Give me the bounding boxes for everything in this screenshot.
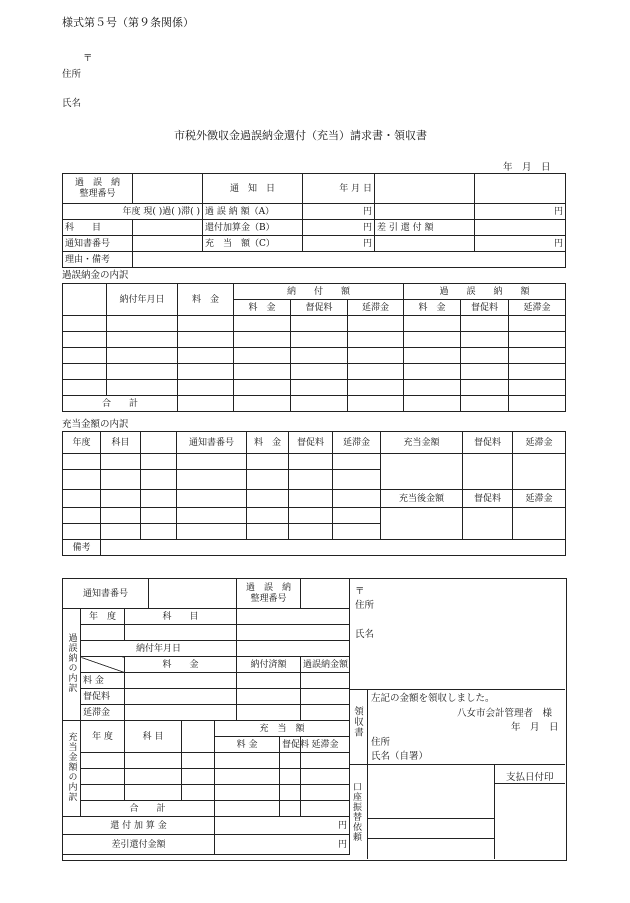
blank-cell xyxy=(375,174,475,204)
nofu-gaku-header: 納 付 額 xyxy=(234,284,404,300)
nofu-date-header: 納付年月日 xyxy=(107,284,178,316)
sashihiki-label: 差引還付金額 xyxy=(63,835,215,855)
tsuchisho-value xyxy=(149,579,237,609)
address-label: 住所 xyxy=(62,69,82,80)
sashihiki-value xyxy=(475,220,566,236)
blank-cell xyxy=(475,174,566,204)
yen-unit: 円 xyxy=(475,236,566,252)
divider xyxy=(367,838,494,839)
sashihiki-label: 差 引 還 付 額 xyxy=(375,220,475,236)
seiri-value xyxy=(301,579,350,609)
ryokin-header: 料 金 xyxy=(247,432,289,454)
kamoku-label: 科 目 xyxy=(125,609,237,625)
seiri-value xyxy=(133,174,203,204)
juto-kingaku-header: 充当金額 xyxy=(381,432,463,454)
kagonou-seiri-label: 過 誤 納 整理番号 xyxy=(237,579,301,609)
nofu-zumi-label: 納付済額 xyxy=(237,657,301,673)
kagonou-vertical: 過誤納の内訳 xyxy=(63,609,81,721)
postal-mark-2: 〒 xyxy=(355,586,365,597)
juto-go-header: 充当後金額 xyxy=(381,490,463,508)
receipt-left-table xyxy=(62,578,350,855)
address-label-3: 住所 xyxy=(371,737,391,748)
header-date: 年 月 日 xyxy=(503,162,551,173)
shiharai-label: 支払日付印 xyxy=(506,772,554,783)
breakdown-title: 過誤納金の内訳 xyxy=(62,270,129,281)
kagonou-label: 過 誤 納 整理番号 xyxy=(63,174,133,204)
juto-gaku-label: 充 当 額 xyxy=(215,721,350,737)
tsuchi-bi-label: 通 知 日 xyxy=(203,174,303,204)
tsuchi-bi-value: 年 月 日 xyxy=(303,174,375,204)
receipt-total-label: 合 計 xyxy=(81,801,215,817)
tsuchisho-label: 通知書番号 xyxy=(63,579,149,609)
kamoku-value xyxy=(133,220,203,236)
nendo-label: 年度 現( )過( )滞( ) xyxy=(63,204,203,220)
ryokin-subheader: 料 金 xyxy=(404,300,461,316)
tsuchisho-label: 通知書番号 xyxy=(63,236,133,252)
diagonal-cell xyxy=(81,657,125,673)
nendo-label: 年 度 xyxy=(81,609,125,625)
kamoku-label: 科 目 xyxy=(63,220,133,236)
breakdown-table xyxy=(62,283,566,412)
juto-table xyxy=(62,431,566,556)
koza-label: 口座振替依頼 xyxy=(351,782,361,842)
kagonou-gaku-header: 過 誤 納 額 xyxy=(404,284,566,300)
blank-cell xyxy=(63,284,107,316)
yen-unit: 円 xyxy=(215,835,350,855)
form-number: 様式第５号（第９条関係） xyxy=(62,16,194,29)
tokusoku-row-label: 督促料 xyxy=(81,689,125,705)
kanpu-kasan-label: 還付加算金（B） xyxy=(203,220,303,236)
ryokin2-label: 料 金 xyxy=(215,737,280,753)
ryoshusho-label: 領収書 xyxy=(352,706,363,738)
yen-unit: 円 xyxy=(303,204,375,220)
summary-table xyxy=(62,173,566,268)
postal-mark: 〒 xyxy=(83,53,93,64)
kamoku2-label: 科 目 xyxy=(125,721,182,753)
yen-unit: 円 xyxy=(303,236,375,252)
tokusoku-header: 督促料 xyxy=(463,432,513,454)
entai-row-label: 延滞金 xyxy=(81,705,125,721)
blank-cell xyxy=(375,236,475,252)
ryokin-header: 料 金 xyxy=(178,284,234,316)
kanpu-kasan-label: 還 付 加 算 金 xyxy=(63,817,215,835)
entai-header: 延滞金 xyxy=(333,432,381,454)
juto-gaku-label: 充 当 額（C） xyxy=(203,236,303,252)
total-label: 合 計 xyxy=(63,396,178,412)
entai-subheader: 延滞金 xyxy=(348,300,404,316)
entai-subheader: 延滞金 xyxy=(509,300,566,316)
signature-label: 氏名（自署） xyxy=(371,751,429,762)
ryokin-subheader: 料 金 xyxy=(234,300,291,316)
tokusoku-subheader: 督促料 xyxy=(461,300,509,316)
payee-text: 八女市会計管理者 様 xyxy=(457,708,553,719)
nendo-header: 年度 xyxy=(63,432,101,454)
entai-header: 延滞金 xyxy=(513,432,566,454)
tokusoku-label: 督促料 xyxy=(280,737,301,753)
ryokin-row-label: 料 金 xyxy=(81,673,125,689)
tsuchisho-header: 通知書番号 xyxy=(177,432,247,454)
received-text: 左記の金額を領収しました。 xyxy=(371,693,495,704)
kagonou-gaku-label: 過 誤 納 額（A） xyxy=(203,204,303,220)
receipt-date: 年 月 日 xyxy=(511,722,559,733)
blank-cell xyxy=(375,204,475,220)
address-label-2: 住所 xyxy=(355,600,375,611)
entai-header: 延滞金 xyxy=(513,490,566,508)
juto-title: 充当金額の内訳 xyxy=(62,419,129,430)
riyu-value xyxy=(133,252,566,268)
yen-unit: 円 xyxy=(303,220,375,236)
riyu-label: 理由・備考 xyxy=(63,252,133,268)
tokusoku-subheader: 督促料 xyxy=(291,300,348,316)
tokusoku-header: 督促料 xyxy=(463,490,513,508)
biko-value xyxy=(101,540,566,556)
name-label-2: 氏名 xyxy=(355,629,375,640)
yen-unit: 円 xyxy=(215,817,350,835)
tokusoku-header: 督促料 xyxy=(289,432,333,454)
kamoku-header: 科目 xyxy=(101,432,141,454)
divider xyxy=(494,783,565,784)
ryokin-label: 料 金 xyxy=(125,657,237,673)
page-title: 市税外徴収金過誤納金還付（充当）請求書・領収書 xyxy=(174,129,427,142)
nofu-date-label: 納付年月日 xyxy=(81,641,237,657)
biko-label: 備考 xyxy=(63,540,101,556)
juto-vertical: 充当金額の内訳 xyxy=(63,721,81,817)
blank-cell xyxy=(141,432,177,454)
divider xyxy=(367,818,494,819)
entai-label: 延滞金 xyxy=(301,737,350,753)
kagonou-kin-label: 過誤納金額 xyxy=(301,657,350,673)
yen-unit: 円 xyxy=(475,204,566,220)
name-label: 氏名 xyxy=(62,98,82,109)
nendo2-label: 年 度 xyxy=(81,721,125,753)
tsuchisho-value xyxy=(133,236,203,252)
